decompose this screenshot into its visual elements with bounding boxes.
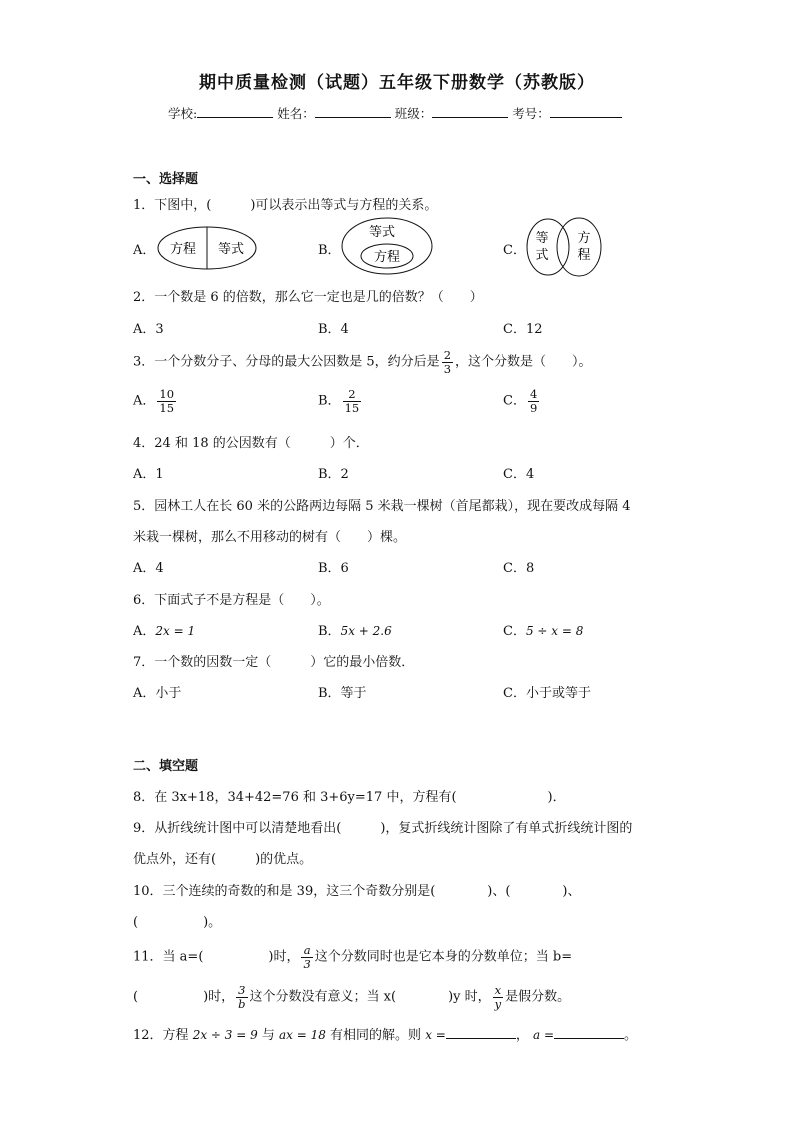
q3-c-num: 4 bbox=[529, 387, 538, 401]
q12-var-a: a = bbox=[533, 1028, 555, 1042]
q1-option-a-diagram bbox=[156, 225, 258, 271]
q11-part-2: 这个分数同时也是它本身的分数单位；当 b= bbox=[314, 949, 573, 965]
q3-fraction bbox=[442, 349, 453, 375]
q1-b-outer-text: 等式 bbox=[368, 225, 396, 240]
question-4: 4．24 和 18 的公因数有（ ）个． bbox=[133, 436, 369, 451]
q6-option-a[interactable] bbox=[133, 620, 195, 639]
q3-c-den: 9 bbox=[529, 400, 538, 415]
q3-frac-den: 3 bbox=[443, 361, 452, 376]
question-11-line-2 bbox=[133, 984, 570, 1010]
class-blank[interactable] bbox=[432, 105, 508, 118]
q2-option-a[interactable]: A．3 bbox=[133, 322, 164, 337]
q1-b-inner-text: 方程 bbox=[373, 250, 401, 265]
q4-option-c[interactable]: C．4 bbox=[503, 467, 535, 482]
q3-text-after: ，这个分数是（ ）。 bbox=[455, 354, 592, 370]
q1-a-left-text: 方程 bbox=[169, 242, 197, 257]
q6-b-label: B． bbox=[318, 624, 341, 639]
q3-c-fraction bbox=[528, 388, 539, 414]
q5-option-a[interactable]: A．4 bbox=[133, 561, 164, 576]
q1-option-a-label[interactable]: A． bbox=[133, 243, 156, 258]
q11-f2-den: b bbox=[238, 996, 246, 1011]
q3-frac-num: 2 bbox=[443, 348, 452, 362]
q1-option-b-diagram bbox=[340, 216, 434, 276]
section-heading-fill: 二、填空题 bbox=[133, 759, 199, 774]
q12-end: 。 bbox=[624, 1028, 638, 1043]
question-9-line-2: 优点外，还有( )的优点。 bbox=[133, 852, 313, 867]
q1-c-right-text-1: 方 bbox=[577, 231, 591, 246]
question-8: 8．在 3x+18，34+42=76 和 3+6y=17 中，方程有( )． bbox=[133, 790, 566, 805]
question-6: 6．下面式子不是方程是（ ）。 bbox=[133, 593, 330, 608]
q1-c-left-text-1: 等 bbox=[535, 231, 549, 246]
page-title: 期中质量检测（试题）五年级下册数学（苏教版） bbox=[199, 73, 595, 93]
q1-c-right-text-2: 程 bbox=[577, 248, 591, 263]
q11-f1-den: 3 bbox=[303, 956, 311, 971]
q12-var-x: x = bbox=[425, 1028, 446, 1042]
q3-a-fraction bbox=[157, 388, 176, 414]
q11-part-4: 这个分数没有意义；当 x( )y 时， bbox=[249, 989, 491, 1005]
question-9-line-1: 9．从折线统计图中可以清楚地看出( )，复式折线统计图除了有单式折线统计图的 bbox=[133, 821, 633, 836]
q3-b-num: 2 bbox=[343, 388, 362, 402]
q3-a-num: 10 bbox=[159, 387, 175, 401]
class-label: 班级： bbox=[394, 106, 433, 121]
school-label: 学校: bbox=[168, 106, 198, 121]
q6-option-c[interactable] bbox=[503, 620, 583, 639]
q11-fraction-3-over-b bbox=[236, 984, 247, 1010]
q1-option-c-label[interactable]: C． bbox=[503, 243, 526, 258]
q2-option-c[interactable]: C．12 bbox=[503, 322, 543, 337]
q12-x-answer-blank[interactable] bbox=[446, 1026, 516, 1039]
q11-f2-num: 3 bbox=[236, 984, 247, 998]
question-5-line-2: 米栽一棵树，那么不用移动的树有（ ）棵。 bbox=[133, 530, 407, 545]
school-blank[interactable] bbox=[197, 105, 273, 118]
question-5-line-1: 5．园林工人在长 60 米的公路两边每隔 5 米栽一棵树（首尾都栽），现在要改成每隔 4 bbox=[133, 499, 631, 514]
q3-b-den: 15 bbox=[344, 400, 360, 415]
q12-separator: ， bbox=[515, 1028, 529, 1043]
id-blank[interactable] bbox=[550, 105, 622, 118]
q3-c-label: C． bbox=[503, 393, 526, 409]
q1-option-b-label[interactable]: B． bbox=[318, 243, 341, 258]
q11-f3-num: x bbox=[494, 983, 502, 997]
q7-option-a[interactable]: A．小于 bbox=[133, 686, 182, 701]
q11-fraction-x-over-y bbox=[493, 984, 504, 1010]
q3-option-b[interactable] bbox=[318, 388, 363, 414]
name-label: 姓名： bbox=[277, 106, 315, 121]
q5-option-c[interactable]: C．8 bbox=[503, 561, 535, 576]
q12-part-2: 与 bbox=[261, 1028, 275, 1043]
q12-a-answer-blank[interactable] bbox=[554, 1026, 624, 1039]
q12-part-3: 有相同的解。则 bbox=[330, 1028, 422, 1043]
q2-option-b[interactable]: B．4 bbox=[318, 322, 349, 337]
q3-option-c[interactable] bbox=[503, 388, 541, 414]
q12-part-1: 12．方程 bbox=[133, 1028, 189, 1043]
q3-text-before: 3．一个分数分子、分母的最大公因数是 5，约分后是 bbox=[133, 354, 440, 370]
q6-a-expr: 2x = 1 bbox=[155, 624, 196, 638]
q11-part-3: ( )时， bbox=[133, 989, 235, 1005]
q5-option-b[interactable]: B．6 bbox=[318, 561, 349, 576]
question-11-line-1 bbox=[133, 944, 572, 970]
q6-b-expr: 5x + 2.6 bbox=[340, 624, 392, 638]
q3-b-fraction bbox=[343, 388, 362, 414]
q3-option-a[interactable] bbox=[133, 388, 178, 414]
question-7: 7．一个数的因数一定（ ）它的最小倍数． bbox=[133, 655, 415, 670]
q11-f1-num: a bbox=[301, 944, 312, 958]
id-label: 考号： bbox=[512, 106, 550, 121]
q7-option-c[interactable]: C．小于或等于 bbox=[503, 686, 591, 701]
q3-a-label: A． bbox=[133, 393, 156, 409]
question-1: 1．下图中，( )可以表示出等式与方程的关系。 bbox=[133, 198, 438, 213]
q12-equation-1: 2x ÷ 3 = 9 bbox=[192, 1028, 258, 1042]
q1-option-c-diagram bbox=[524, 216, 604, 278]
question-12 bbox=[133, 1024, 637, 1043]
q11-part-5: 是假分数。 bbox=[505, 989, 571, 1005]
q6-c-expr: 5 ÷ x = 8 bbox=[525, 624, 584, 638]
q12-equation-2: ax = 18 bbox=[279, 1028, 326, 1042]
q3-b-label: B． bbox=[318, 393, 341, 409]
q4-option-a[interactable]: A．1 bbox=[133, 467, 164, 482]
q6-a-label: A． bbox=[133, 624, 156, 639]
q11-f3-den: y bbox=[494, 996, 502, 1011]
question-2: 2．一个数是 6 的倍数，那么它一定也是几的倍数？（ ） bbox=[133, 290, 483, 305]
q1-a-right-text: 等式 bbox=[217, 242, 245, 257]
question-10-line-2: ( )。 bbox=[133, 915, 222, 930]
question-10-line-1: 10．三个连续的奇数的和是 39，这三个奇数分别是( )、( )、 bbox=[133, 884, 581, 899]
q7-option-b[interactable]: B．等于 bbox=[318, 686, 367, 701]
q6-c-label: C． bbox=[503, 624, 526, 639]
q3-a-den: 15 bbox=[159, 400, 175, 415]
q1-c-left-text-2: 式 bbox=[535, 248, 549, 263]
section-heading-choice: 一、选择题 bbox=[133, 172, 199, 187]
q11-fraction-a-over-3 bbox=[301, 944, 312, 970]
name-blank[interactable] bbox=[315, 105, 391, 118]
q6-option-b[interactable] bbox=[318, 620, 392, 639]
q4-option-b[interactable]: B．2 bbox=[318, 467, 349, 482]
q11-part-1: 11．当 a=( )时， bbox=[133, 949, 300, 965]
student-info-line bbox=[168, 104, 622, 122]
question-3 bbox=[133, 349, 592, 375]
